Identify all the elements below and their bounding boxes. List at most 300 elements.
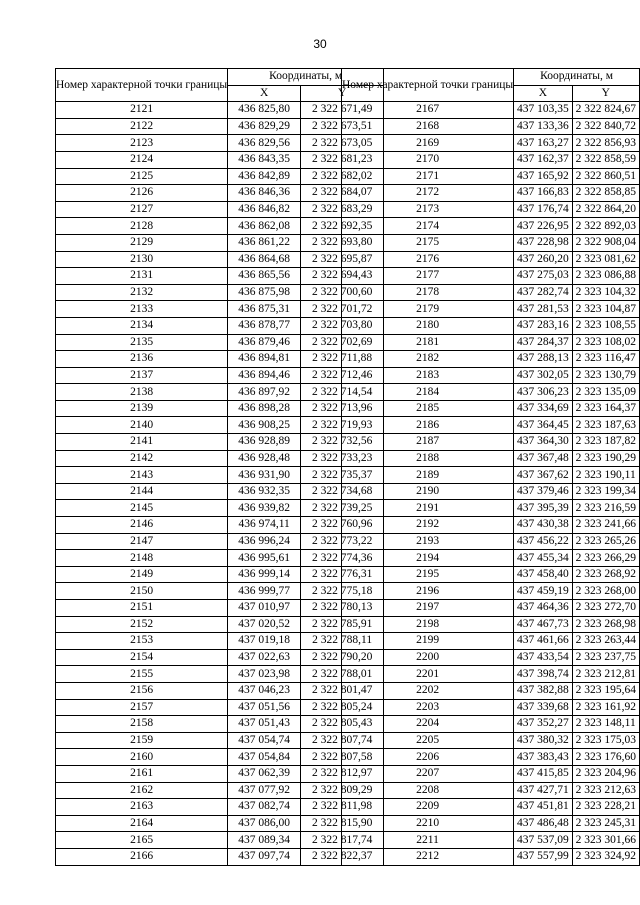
x-coordinate-cell: 436 875,31 [228,301,301,318]
table-row [342,533,640,550]
y-coordinate-cell: 2 322 858,85 [572,185,639,202]
y-coordinate-cell: 2 323 241,66 [572,517,639,534]
point-number-cell: 2204 [342,716,514,733]
coordinates-table-right [341,68,640,866]
point-number-cell: 2167 [342,102,514,119]
y-coordinate-cell: 2 323 216,59 [572,500,639,517]
x-coordinate-cell: 437 382,88 [514,682,572,699]
y-coordinate-cell: 2 322 858,59 [572,151,639,168]
point-number-cell: 2133 [56,301,228,318]
point-number-cell: 2172 [342,185,514,202]
x-coordinate-cell: 436 829,29 [228,118,301,135]
x-coordinate-cell: 437 433,54 [514,649,572,666]
point-number-cell: 2162 [56,782,228,799]
table-row [342,782,640,799]
y-coordinate-cell: 2 323 130,79 [572,367,639,384]
y-coordinate-cell: 2 323 263,44 [572,633,639,650]
table-row [56,151,384,168]
table-row [342,450,640,467]
point-number-cell: 2193 [342,533,514,550]
y-coordinate-cell: 2 322 822,37 [301,848,384,865]
table-row [56,467,384,484]
y-coordinate-cell: 2 322 788,01 [301,666,384,683]
point-number-cell: 2134 [56,317,228,334]
table-row [342,334,640,351]
table-row [56,251,384,268]
x-coordinate-cell: 437 054,74 [228,732,301,749]
x-coordinate-cell: 436 932,35 [228,483,301,500]
point-number-cell: 2150 [56,583,228,600]
point-number-cell: 2212 [342,848,514,865]
y-coordinate-cell: 2 322 805,43 [301,716,384,733]
table-row [56,649,384,666]
x-coordinate-cell: 436 861,22 [228,234,301,251]
table-row [342,517,640,534]
y-coordinate-cell: 2 323 212,81 [572,666,639,683]
y-coordinate-cell: 2 323 265,26 [572,533,639,550]
table-row [342,168,640,185]
point-number-cell: 2190 [342,483,514,500]
y-coordinate-cell: 2 322 733,23 [301,450,384,467]
y-coordinate-cell: 2 322 860,51 [572,168,639,185]
y-coordinate-cell: 2 323 116,47 [572,351,639,368]
point-number-cell: 2189 [342,467,514,484]
point-number-cell: 2131 [56,268,228,285]
table-row [342,218,640,235]
x-coordinate-cell: 437 427,71 [514,782,572,799]
y-coordinate-cell: 2 322 711,88 [301,351,384,368]
x-coordinate-cell: 436 879,46 [228,334,301,351]
point-number-cell: 2128 [56,218,228,235]
point-number-cell: 2170 [342,151,514,168]
table-row [56,351,384,368]
table-row [342,151,640,168]
table-row [56,284,384,301]
x-coordinate-cell: 437 288,13 [514,351,572,368]
point-number-cell: 2158 [56,716,228,733]
point-number-cell: 2174 [342,218,514,235]
table-row [56,234,384,251]
point-number-cell: 2186 [342,417,514,434]
point-number-cell: 2142 [56,450,228,467]
x-coordinate-cell: 437 163,27 [514,135,572,152]
point-number-cell: 2159 [56,732,228,749]
y-coordinate-cell: 2 322 785,91 [301,616,384,633]
point-number-cell: 2192 [342,517,514,534]
point-number-cell: 2195 [342,566,514,583]
y-coordinate-cell: 2 322 788,11 [301,633,384,650]
point-number-cell: 2181 [342,334,514,351]
x-coordinate-cell: 437 464,36 [514,600,572,617]
y-coordinate-cell: 2 322 864,20 [572,201,639,218]
x-coordinate-cell: 437 456,22 [514,533,572,550]
table-body-right [342,102,640,865]
x-coordinate-cell: 436 996,24 [228,533,301,550]
table-row [56,434,384,451]
table-row [56,384,384,401]
y-coordinate-cell: 2 322 908,04 [572,234,639,251]
table-row [56,334,384,351]
y-coordinate-cell: 2 322 892,03 [572,218,639,235]
table-row [342,268,640,285]
table-row [56,666,384,683]
table-row [56,583,384,600]
x-coordinate-cell: 437 162,37 [514,151,572,168]
y-coordinate-cell: 2 322 760,96 [301,517,384,534]
point-number-cell: 2136 [56,351,228,368]
point-number-cell: 2151 [56,600,228,617]
y-coordinate-cell: 2 323 324,92 [572,848,639,865]
table-row [342,832,640,849]
table-row [56,201,384,218]
y-coordinate-cell: 2 322 732,56 [301,434,384,451]
x-coordinate-cell: 437 051,43 [228,716,301,733]
point-number-cell: 2196 [342,583,514,600]
point-number-cell: 2173 [342,201,514,218]
table-row [342,716,640,733]
y-coordinate-cell: 2 323 108,55 [572,317,639,334]
table-row [342,749,640,766]
table-row [342,400,640,417]
x-coordinate-cell: 437 380,32 [514,732,572,749]
y-coordinate-cell: 2 322 683,29 [301,201,384,218]
x-coordinate-cell: 437 023,98 [228,666,301,683]
y-coordinate-cell: 2 322 774,36 [301,550,384,567]
table-row [56,301,384,318]
y-coordinate-cell: 2 323 266,29 [572,550,639,567]
point-number-cell: 2202 [342,682,514,699]
x-coordinate-cell: 437 077,92 [228,782,301,799]
y-coordinate-cell: 2 323 268,92 [572,566,639,583]
x-coordinate-cell: 436 908,25 [228,417,301,434]
point-number-cell: 2130 [56,251,228,268]
table-row [342,583,640,600]
x-coordinate-cell: 436 898,28 [228,400,301,417]
point-number-cell: 2122 [56,118,228,135]
y-coordinate-cell: 2 322 734,68 [301,483,384,500]
y-coordinate-cell: 2 322 703,80 [301,317,384,334]
table-row [56,517,384,534]
table-row [342,600,640,617]
point-number-cell: 2144 [56,483,228,500]
x-coordinate-cell: 437 339,68 [514,699,572,716]
x-coordinate-cell: 437 019,18 [228,633,301,650]
y-coordinate-cell: 2 323 237,75 [572,649,639,666]
x-coordinate-cell: 437 458,40 [514,566,572,583]
y-coordinate-cell: 2 322 719,93 [301,417,384,434]
y-coordinate-cell: 2 322 681,23 [301,151,384,168]
point-number-cell: 2179 [342,301,514,318]
table-row [56,732,384,749]
table-row [342,102,640,119]
y-coordinate-cell: 2 322 801,47 [301,682,384,699]
x-header: X [228,85,301,102]
point-number-cell: 2138 [56,384,228,401]
x-coordinate-cell: 437 062,39 [228,765,301,782]
x-coordinate-cell: 437 228,98 [514,234,572,251]
point-number-cell: 2207 [342,765,514,782]
point-number-cell: 2129 [56,234,228,251]
table-row [56,135,384,152]
point-number-cell: 2188 [342,450,514,467]
table-row [342,434,640,451]
y-header: Y [301,85,384,102]
table-row [56,367,384,384]
y-coordinate-cell: 2 322 684,07 [301,185,384,202]
table-row [342,467,640,484]
coordinates-header: Координаты, м [228,69,384,86]
x-coordinate-cell: 436 894,46 [228,367,301,384]
table-row [56,815,384,832]
table-row [342,234,640,251]
table-row [342,185,640,202]
table-row [56,268,384,285]
y-coordinate-cell: 2 322 735,37 [301,467,384,484]
x-header: X [514,85,572,102]
table-row [56,566,384,583]
y-coordinate-cell: 2 322 701,72 [301,301,384,318]
table-row [342,483,640,500]
table-row [56,716,384,733]
x-coordinate-cell: 437 455,34 [514,550,572,567]
y-coordinate-cell: 2 322 840,72 [572,118,639,135]
y-coordinate-cell: 2 322 671,49 [301,102,384,119]
table-body-left [56,102,384,865]
point-number-cell: 2160 [56,749,228,766]
x-coordinate-cell: 437 306,23 [514,384,572,401]
point-number-cell: 2141 [56,434,228,451]
x-coordinate-cell: 436 878,77 [228,317,301,334]
x-coordinate-cell: 437 165,92 [514,168,572,185]
point-number-cell: 2153 [56,633,228,650]
x-coordinate-cell: 437 086,00 [228,815,301,832]
x-coordinate-cell: 436 894,81 [228,351,301,368]
x-coordinate-cell: 437 051,56 [228,699,301,716]
x-coordinate-cell: 437 467,73 [514,616,572,633]
point-number-cell: 2127 [56,201,228,218]
point-number-cell: 2121 [56,102,228,119]
x-coordinate-cell: 436 974,11 [228,517,301,534]
table-row [56,832,384,849]
y-coordinate-cell: 2 322 775,18 [301,583,384,600]
point-number-cell: 2156 [56,682,228,699]
x-coordinate-cell: 436 931,90 [228,467,301,484]
x-coordinate-cell: 436 846,82 [228,201,301,218]
point-number-cell: 2205 [342,732,514,749]
x-coordinate-cell: 436 864,68 [228,251,301,268]
y-coordinate-cell: 2 323 148,11 [572,716,639,733]
x-coordinate-cell: 437 364,30 [514,434,572,451]
x-coordinate-cell: 437 133,36 [514,118,572,135]
x-coordinate-cell: 437 430,38 [514,517,572,534]
point-number-cell: 2187 [342,434,514,451]
y-coordinate-cell: 2 322 702,69 [301,334,384,351]
y-coordinate-cell: 2 323 175,03 [572,732,639,749]
y-coordinate-cell: 2 323 081,62 [572,251,639,268]
point-number-cell: 2135 [56,334,228,351]
point-number-cell: 2203 [342,699,514,716]
point-number-cell: 2194 [342,550,514,567]
table-row [56,400,384,417]
point-number-cell: 2206 [342,749,514,766]
x-coordinate-cell: 437 459,19 [514,583,572,600]
y-coordinate-cell: 2 322 673,05 [301,135,384,152]
y-coordinate-cell: 2 323 228,21 [572,799,639,816]
table-row [342,799,640,816]
y-coordinate-cell: 2 323 176,60 [572,749,639,766]
point-number-cell: 2139 [56,400,228,417]
x-coordinate-cell: 437 010,97 [228,600,301,617]
y-coordinate-cell: 2 322 776,31 [301,566,384,583]
y-coordinate-cell: 2 322 694,43 [301,268,384,285]
y-coordinate-cell: 2 323 268,00 [572,583,639,600]
x-coordinate-cell: 437 046,23 [228,682,301,699]
x-coordinate-cell: 437 537,09 [514,832,572,849]
x-coordinate-cell: 437 367,62 [514,467,572,484]
table-row [56,102,384,119]
table-row [342,284,640,301]
table-row [342,301,640,318]
table-row [56,600,384,617]
point-number-cell: 2164 [56,815,228,832]
point-number-cell: 2147 [56,533,228,550]
y-coordinate-cell: 2 323 212,63 [572,782,639,799]
table-row [56,218,384,235]
table-row [342,201,640,218]
point-number-cell: 2145 [56,500,228,517]
x-coordinate-cell: 437 302,05 [514,367,572,384]
table-row [56,550,384,567]
x-coordinate-cell: 436 843,35 [228,151,301,168]
table-row [342,317,640,334]
x-coordinate-cell: 437 379,46 [514,483,572,500]
table-row [56,848,384,865]
point-number-cell: 2184 [342,384,514,401]
y-coordinate-cell: 2 322 805,24 [301,699,384,716]
point-number-cell: 2148 [56,550,228,567]
point-number-cell: 2155 [56,666,228,683]
y-coordinate-cell: 2 323 104,32 [572,284,639,301]
y-coordinate-cell: 2 322 712,46 [301,367,384,384]
y-coordinate-cell: 2 322 809,29 [301,782,384,799]
point-number-cell: 2152 [56,616,228,633]
table-row [342,649,640,666]
table-row [56,749,384,766]
table-row [56,118,384,135]
x-coordinate-cell: 437 557,99 [514,848,572,865]
y-coordinate-cell: 2 323 104,87 [572,301,639,318]
table-row [56,450,384,467]
table-row [56,533,384,550]
point-number-cell: 2200 [342,649,514,666]
y-coordinate-cell: 2 322 856,93 [572,135,639,152]
point-number-cell: 2157 [56,699,228,716]
table-row [56,417,384,434]
x-coordinate-cell: 437 281,53 [514,301,572,318]
point-number-cell: 2169 [342,135,514,152]
y-coordinate-cell: 2 323 190,11 [572,467,639,484]
x-coordinate-cell: 437 486,48 [514,815,572,832]
coordinates-table-left [55,68,384,866]
x-coordinate-cell: 436 842,89 [228,168,301,185]
table-row [56,782,384,799]
x-coordinate-cell: 436 846,36 [228,185,301,202]
table-row [342,666,640,683]
x-coordinate-cell: 437 282,74 [514,284,572,301]
point-number-cell: 2175 [342,234,514,251]
y-header: Y [572,85,639,102]
y-coordinate-cell: 2 323 268,98 [572,616,639,633]
y-coordinate-cell: 2 322 673,51 [301,118,384,135]
x-coordinate-cell: 437 020,52 [228,616,301,633]
y-coordinate-cell: 2 322 714,54 [301,384,384,401]
coordinates-header: Координаты, м [514,69,640,86]
point-number-header: Номер характерной точки границы [56,69,228,102]
table-row [56,483,384,500]
table-row [342,765,640,782]
point-number-cell: 2124 [56,151,228,168]
table-row [342,732,640,749]
y-coordinate-cell: 2 322 739,25 [301,500,384,517]
point-number-header: Номер характерной точки границы [342,69,514,102]
x-coordinate-cell: 437 166,83 [514,185,572,202]
point-number-cell: 2210 [342,815,514,832]
point-number-cell: 2182 [342,351,514,368]
table-row [342,135,640,152]
y-coordinate-cell: 2 322 807,58 [301,749,384,766]
point-number-cell: 2171 [342,168,514,185]
x-coordinate-cell: 437 089,34 [228,832,301,849]
table-row [342,550,640,567]
y-coordinate-cell: 2 323 301,66 [572,832,639,849]
x-coordinate-cell: 437 275,03 [514,268,572,285]
x-coordinate-cell: 437 383,43 [514,749,572,766]
table-row [56,633,384,650]
table-row [342,815,640,832]
x-coordinate-cell: 437 395,39 [514,500,572,517]
table-row [342,384,640,401]
y-coordinate-cell: 2 323 195,64 [572,682,639,699]
x-coordinate-cell: 437 364,45 [514,417,572,434]
x-coordinate-cell: 436 829,56 [228,135,301,152]
table-row [342,616,640,633]
point-number-cell: 2123 [56,135,228,152]
table-row [56,317,384,334]
table-row [56,168,384,185]
y-coordinate-cell: 2 323 161,92 [572,699,639,716]
x-coordinate-cell: 437 097,74 [228,848,301,865]
table-row [56,185,384,202]
point-number-cell: 2177 [342,268,514,285]
point-number-cell: 2197 [342,600,514,617]
point-number-cell: 2163 [56,799,228,816]
x-coordinate-cell: 436 939,82 [228,500,301,517]
table-row [342,500,640,517]
table-row [342,699,640,716]
point-number-cell: 2208 [342,782,514,799]
x-coordinate-cell: 437 415,85 [514,765,572,782]
page-number: 30 [313,37,327,51]
table-row [342,417,640,434]
x-coordinate-cell: 437 352,27 [514,716,572,733]
x-coordinate-cell: 436 875,98 [228,284,301,301]
y-coordinate-cell: 2 322 780,13 [301,600,384,617]
point-number-cell: 2198 [342,616,514,633]
y-coordinate-cell: 2 322 693,80 [301,234,384,251]
y-coordinate-cell: 2 323 245,31 [572,815,639,832]
point-number-cell: 2209 [342,799,514,816]
y-coordinate-cell: 2 322 812,97 [301,765,384,782]
